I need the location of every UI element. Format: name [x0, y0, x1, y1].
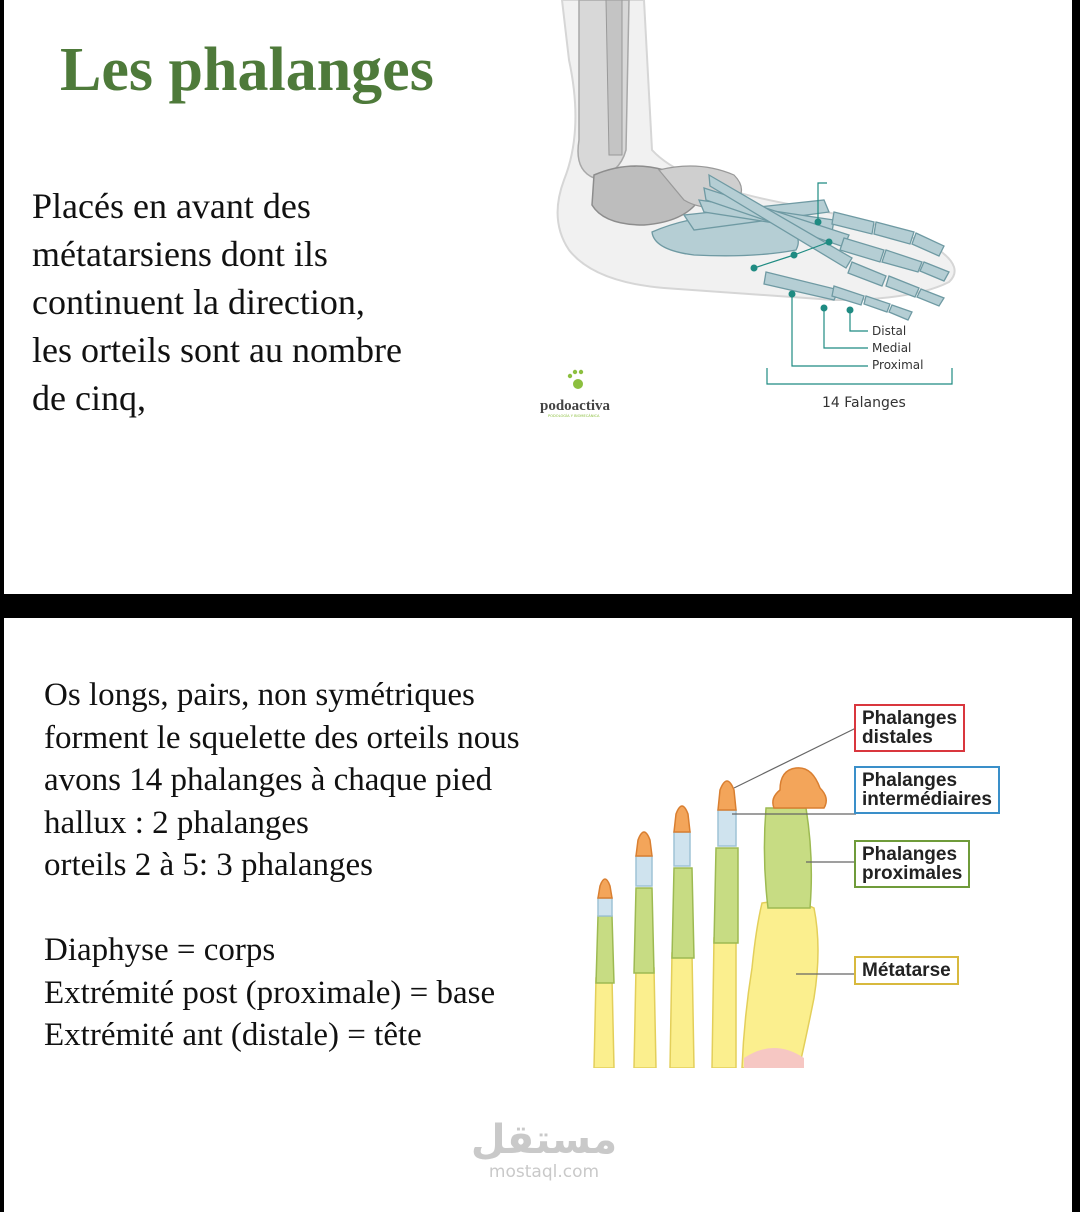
toe-bones-figure — [574, 698, 1054, 1068]
label-phalanx-count: 14 Falanges — [822, 395, 906, 411]
spacer — [44, 887, 604, 930]
text-line: Extrémité post (proximale) = base — [44, 974, 496, 1011]
slide-2 — [4, 618, 1072, 1212]
foot-skeleton-figure — [534, 0, 974, 430]
label-proximal: Proximal — [872, 358, 924, 372]
slide-title: Les phalanges — [60, 36, 434, 104]
podoactiva-logo — [540, 370, 611, 418]
label-distal-phalanges: Phalanges distales — [854, 704, 965, 752]
text-line: Extrémité ant (distale) = tête — [44, 1017, 422, 1053]
text-line: de cinq, — [32, 378, 146, 418]
slide-1 — [4, 0, 1072, 594]
text-line: métatarsiens dont ils — [32, 234, 328, 274]
text-line: Placés en avant des — [32, 186, 311, 226]
text-line: les orteils sont au nombre — [32, 330, 402, 370]
svg-text:podoactiva: podoactiva — [540, 398, 611, 414]
label-medial: Medial — [872, 341, 912, 355]
text-line: orteils 2 à 5: 3 phalanges — [44, 847, 374, 883]
intro-paragraph — [32, 182, 482, 422]
text-line: Os longs, pairs, non symétriques — [44, 677, 475, 713]
watermark-url: mostaql.com — [488, 1162, 600, 1182]
text-line: avons 14 phalanges à chaque pied — [44, 762, 493, 798]
text-line: continuent la direction, — [32, 282, 365, 322]
text-line: forment le squelette des orteils nous — [44, 719, 520, 756]
label-proximal-phalanges: Phalanges proximales — [854, 840, 970, 888]
label-metatarsal: Métatarse — [854, 956, 959, 985]
text-line: Diaphyse = corps — [44, 932, 276, 968]
watermark-logo: مستقل — [470, 1117, 618, 1163]
label-intermediate-phalanges: Phalanges intermédiaires — [854, 766, 1000, 814]
description-paragraph — [44, 674, 604, 1057]
text-line: hallux : 2 phalanges — [44, 804, 309, 841]
label-distal: Distal — [872, 324, 907, 338]
svg-text:PODOLOGÍA Y BIOMECÁNICA: PODOLOGÍA Y BIOMECÁNICA — [548, 414, 600, 418]
watermark — [444, 1118, 644, 1182]
